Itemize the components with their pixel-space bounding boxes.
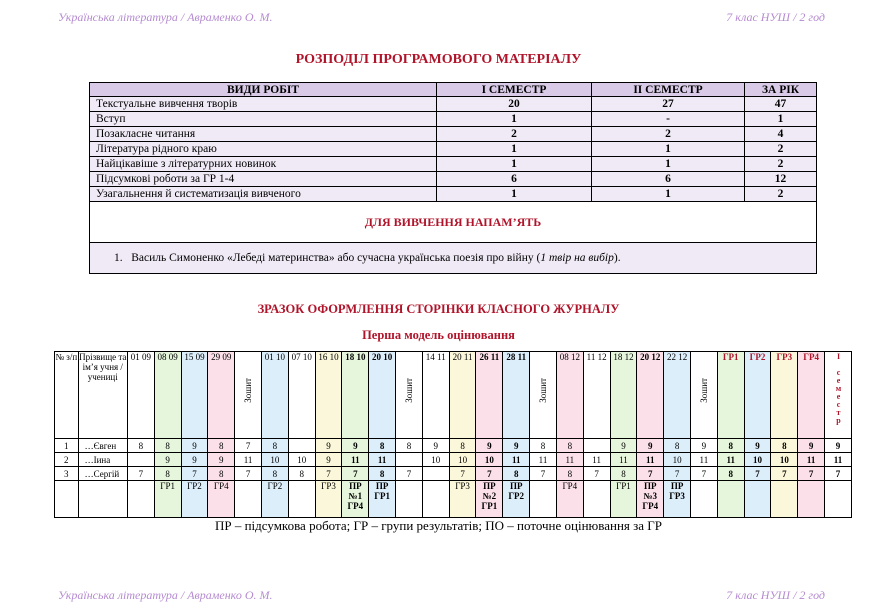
grade-cell: 8 xyxy=(717,467,744,481)
col-header-student-name: Прізвище та ім’я учня / учениці xyxy=(78,352,127,439)
assessment-cell xyxy=(690,481,717,518)
student-name: …Євген xyxy=(78,439,127,453)
grade-cell: 7 xyxy=(449,467,476,481)
grade-cell: 7 xyxy=(637,467,664,481)
grade-cell: 11 xyxy=(556,453,583,467)
hours-cell: 27 xyxy=(592,97,745,112)
table-row xyxy=(55,453,852,467)
header-class: 7 клас НУШ / 2 год xyxy=(726,10,825,24)
journal-table xyxy=(54,351,852,518)
footer-author: Українська література / Авраменко О. М. xyxy=(58,588,273,602)
grade-cell: 7 xyxy=(235,467,262,481)
grade-cell: 8 xyxy=(717,439,744,453)
notebook-label: Зошит xyxy=(698,378,709,403)
grade-cell xyxy=(396,453,423,467)
grade-cell: 8 xyxy=(396,439,423,453)
grade-cell: 9 xyxy=(825,439,852,453)
grade-cell: 7 xyxy=(315,467,342,481)
date-column-header: 22 12 xyxy=(664,352,691,439)
grade-cell: 11 xyxy=(583,453,610,467)
footer-class: 7 клас НУШ / 2 год xyxy=(726,588,825,602)
hours-cell: 4 xyxy=(745,127,817,142)
col-header-semester-1: І СЕМЕСТР xyxy=(437,83,592,97)
grade-cell: 7 xyxy=(771,467,798,481)
grade-cell: 8 xyxy=(610,467,637,481)
date-column-header: 28 11 xyxy=(503,352,530,439)
hours-cell: 1 xyxy=(437,142,592,157)
grade-cell: 8 xyxy=(288,467,315,481)
section-subtitle-journal: Перша модель оцінювання xyxy=(362,328,515,342)
assessment-cell xyxy=(744,481,771,518)
grade-cell xyxy=(127,453,154,467)
grade-cell: 8 xyxy=(771,439,798,453)
header-author: Українська література / Авраменко О. М. xyxy=(58,10,273,24)
grade-cell: 10 xyxy=(476,453,503,467)
grade-cell: 7 xyxy=(744,467,771,481)
table-row xyxy=(55,439,852,453)
grade-cell: 11 xyxy=(235,453,262,467)
col-header-number: № з/п xyxy=(55,352,79,439)
grade-cell: 8 xyxy=(530,439,557,453)
legend: ПР – підсумкова робота; ГР – групи результатів; ПО – поточне оцінювання за ГР xyxy=(214,518,663,533)
grade-cell: 7 xyxy=(583,467,610,481)
grade-cell: 10 xyxy=(261,453,288,467)
date-column-header: 16 10 xyxy=(315,352,342,439)
assessment-cell xyxy=(530,481,557,518)
hours-cell: 47 xyxy=(745,97,817,112)
date-column-header: 20 11 xyxy=(449,352,476,439)
hours-cell: 2 xyxy=(745,157,817,172)
notebook-column-header xyxy=(690,352,717,439)
date-column-header: 07 10 xyxy=(288,352,315,439)
grade-cell: 8 xyxy=(127,439,154,453)
grade-cell: 11 xyxy=(610,453,637,467)
col-header-year: ЗА РІК xyxy=(745,83,817,97)
hours-cell: 6 xyxy=(592,172,745,187)
assessment-cell xyxy=(583,481,610,518)
grade-cell: 10 xyxy=(771,453,798,467)
row-number: 1 xyxy=(55,439,79,453)
hours-cell: 1 xyxy=(437,157,592,172)
assessment-cell xyxy=(825,481,852,518)
hours-cell: 1 xyxy=(592,142,745,157)
hours-cell: 2 xyxy=(592,127,745,142)
result-group-column-header: ГР3 xyxy=(771,352,798,439)
grade-cell: 8 xyxy=(664,439,691,453)
grade-cell: 9 xyxy=(422,439,449,453)
distribution-row xyxy=(90,142,817,157)
grade-cell: 7 xyxy=(825,467,852,481)
grade-cell: 8 xyxy=(369,439,396,453)
assessment-cell: ПР ГР2 xyxy=(503,481,530,518)
work-type-cell: Вступ xyxy=(90,112,437,127)
notebook-column-header xyxy=(235,352,262,439)
hours-cell: 12 xyxy=(745,172,817,187)
grade-cell: 9 xyxy=(744,439,771,453)
grade-cell: 9 xyxy=(476,439,503,453)
row-number: 3 xyxy=(55,467,79,481)
hours-cell: 1 xyxy=(592,187,745,202)
date-column-header: 18 10 xyxy=(342,352,369,439)
grade-cell: 7 xyxy=(690,467,717,481)
date-column-header: 08 09 xyxy=(154,352,181,439)
distribution-row xyxy=(90,157,817,172)
notebook-label: Зошит xyxy=(243,378,254,403)
distribution-row xyxy=(90,172,817,187)
grade-cell: 11 xyxy=(342,453,369,467)
grade-cell: 11 xyxy=(530,453,557,467)
grade-cell: 9 xyxy=(181,439,208,453)
col-header-work-type: ВИДИ РОБІТ xyxy=(90,83,437,97)
grade-cell: 7 xyxy=(235,439,262,453)
distribution-row xyxy=(90,97,817,112)
grade-cell: 8 xyxy=(369,467,396,481)
grade-cell: 8 xyxy=(556,439,583,453)
assessment-cell: ПР ГР3 xyxy=(664,481,691,518)
work-type-cell: Література рідного краю xyxy=(90,142,437,157)
hours-cell: 2 xyxy=(745,142,817,157)
grade-cell: 10 xyxy=(664,453,691,467)
grade-cell xyxy=(583,439,610,453)
memorize-item-number: 1. xyxy=(114,251,123,264)
result-group-column-header: ГР2 xyxy=(744,352,771,439)
date-column-header: 15 09 xyxy=(181,352,208,439)
hours-cell: - xyxy=(592,112,745,127)
assessment-cell xyxy=(422,481,449,518)
date-column-header: 14 11 xyxy=(422,352,449,439)
grade-cell: 9 xyxy=(181,453,208,467)
grade-cell: 7 xyxy=(342,467,369,481)
grade-cell: 7 xyxy=(530,467,557,481)
assessment-cell xyxy=(288,481,315,518)
hours-cell: 1 xyxy=(437,112,592,127)
hours-cell: 1 xyxy=(745,112,817,127)
distribution-row xyxy=(90,187,817,202)
grade-cell: 7 xyxy=(476,467,503,481)
memorize-item xyxy=(90,243,817,274)
assessment-cell xyxy=(798,481,825,518)
row-number: 2 xyxy=(55,453,79,467)
semester-column-header xyxy=(825,352,852,439)
work-type-cell: Найцікавіше з літературних новинок xyxy=(90,157,437,172)
grade-cell: 11 xyxy=(825,453,852,467)
hours-cell: 20 xyxy=(437,97,592,112)
result-group-column-header: ГР1 xyxy=(717,352,744,439)
grade-cell: 8 xyxy=(208,439,235,453)
hours-cell: 6 xyxy=(437,172,592,187)
work-type-cell: Позакласне читання xyxy=(90,127,437,142)
grade-cell: 9 xyxy=(315,453,342,467)
grade-cell: 10 xyxy=(422,453,449,467)
grade-cell: 8 xyxy=(503,467,530,481)
date-column-header: 26 11 xyxy=(476,352,503,439)
assessment-cell: ГР1 xyxy=(154,481,181,518)
assessment-cell: ГР2 xyxy=(261,481,288,518)
grade-cell: 9 xyxy=(690,439,717,453)
grade-cell: 9 xyxy=(610,439,637,453)
grade-cell: 11 xyxy=(690,453,717,467)
col-header-semester-2: ІІ СЕМЕСТР xyxy=(592,83,745,97)
grade-cell: 8 xyxy=(261,467,288,481)
assessment-cell: ГР3 xyxy=(315,481,342,518)
grade-cell: 11 xyxy=(717,453,744,467)
grade-cell: 9 xyxy=(503,439,530,453)
date-column-header: 20 12 xyxy=(637,352,664,439)
grade-cell xyxy=(288,439,315,453)
grade-cell: 8 xyxy=(261,439,288,453)
grade-cell: 9 xyxy=(798,439,825,453)
date-column-header: 18 12 xyxy=(610,352,637,439)
grade-cell xyxy=(422,467,449,481)
grade-cell: 10 xyxy=(449,453,476,467)
memorize-item-text: Василь Симоненко «Лебеді материнства» або сучасна українська поезія про війну ( xyxy=(131,251,541,264)
notebook-label: Зошит xyxy=(403,378,414,403)
date-column-header: 08 12 xyxy=(556,352,583,439)
date-column-header: 01 09 xyxy=(127,352,154,439)
grade-cell: 7 xyxy=(181,467,208,481)
memorize-item-italic: 1 твір на вибір xyxy=(540,251,614,264)
section-title-distribution: РОЗПОДІЛ ПРОГРАМОВОГО МАТЕРІАЛУ xyxy=(295,52,582,67)
memorize-title: ДЛЯ ВИВЧЕННЯ НАПАМ’ЯТЬ xyxy=(90,202,817,243)
work-type-cell: Текстуальне вивчення творів xyxy=(90,97,437,112)
grade-cell: 11 xyxy=(503,453,530,467)
work-type-cell: Підсумкові роботи за ГР 1-4 xyxy=(90,172,437,187)
assessment-cell: ПР №1 ГР4 xyxy=(342,481,369,518)
grade-cell: 8 xyxy=(556,467,583,481)
grade-cell: 7 xyxy=(664,467,691,481)
journal-assessment-row xyxy=(55,481,852,518)
assessment-cell: ГР1 xyxy=(610,481,637,518)
grade-cell: 8 xyxy=(208,467,235,481)
assessment-cell: ПР ГР1 xyxy=(369,481,396,518)
hours-cell: 2 xyxy=(745,187,817,202)
assessment-cell: ПР №2 ГР1 xyxy=(476,481,503,518)
assessment-cell xyxy=(127,481,154,518)
notebook-label: Зошит xyxy=(538,378,549,403)
grade-cell: 8 xyxy=(154,467,181,481)
notebook-column-header xyxy=(530,352,557,439)
table-row xyxy=(55,467,852,481)
semester-label: І семестр xyxy=(834,352,844,424)
grade-cell: 10 xyxy=(744,453,771,467)
result-group-column-header: ГР4 xyxy=(798,352,825,439)
assessment-cell: ПР №3 ГР4 xyxy=(637,481,664,518)
date-column-header: 11 12 xyxy=(583,352,610,439)
assessment-cell: ГР4 xyxy=(556,481,583,518)
journal-header-row xyxy=(55,352,852,439)
grade-cell: 10 xyxy=(288,453,315,467)
assessment-cell xyxy=(396,481,423,518)
assessment-cell xyxy=(235,481,262,518)
grade-cell: 11 xyxy=(798,453,825,467)
grade-cell: 9 xyxy=(342,439,369,453)
distribution-row xyxy=(90,127,817,142)
grade-cell: 11 xyxy=(637,453,664,467)
assessment-cell xyxy=(717,481,744,518)
assessment-cell: ГР2 xyxy=(181,481,208,518)
assessment-cell: ГР4 xyxy=(208,481,235,518)
grade-cell: 8 xyxy=(154,439,181,453)
assessment-cell xyxy=(771,481,798,518)
student-name: …Іина xyxy=(78,453,127,467)
grade-cell: 9 xyxy=(154,453,181,467)
grade-cell: 7 xyxy=(127,467,154,481)
notebook-column-header xyxy=(396,352,423,439)
hours-cell: 1 xyxy=(592,157,745,172)
empty-cell xyxy=(78,481,127,518)
date-column-header: 29 09 xyxy=(208,352,235,439)
grade-cell: 7 xyxy=(396,467,423,481)
date-column-header: 20 10 xyxy=(369,352,396,439)
memorize-item-end: ). xyxy=(613,251,621,264)
grade-cell: 9 xyxy=(208,453,235,467)
hours-cell: 1 xyxy=(437,187,592,202)
distribution-table xyxy=(89,82,817,274)
grade-cell: 11 xyxy=(369,453,396,467)
section-title-journal: ЗРАЗОК ОФОРМЛЕННЯ СТОРІНКИ КЛАСНОГО ЖУРНАЛУ xyxy=(257,302,620,316)
assessment-cell: ГР3 xyxy=(449,481,476,518)
student-name: …Сергій xyxy=(78,467,127,481)
work-type-cell: Узагальнення й систематизація вивченого xyxy=(90,187,437,202)
empty-cell xyxy=(55,481,79,518)
grade-cell: 9 xyxy=(637,439,664,453)
date-column-header: 01 10 xyxy=(261,352,288,439)
distribution-row xyxy=(90,112,817,127)
grade-cell: 9 xyxy=(315,439,342,453)
hours-cell: 2 xyxy=(437,127,592,142)
grade-cell: 7 xyxy=(798,467,825,481)
grade-cell: 8 xyxy=(449,439,476,453)
